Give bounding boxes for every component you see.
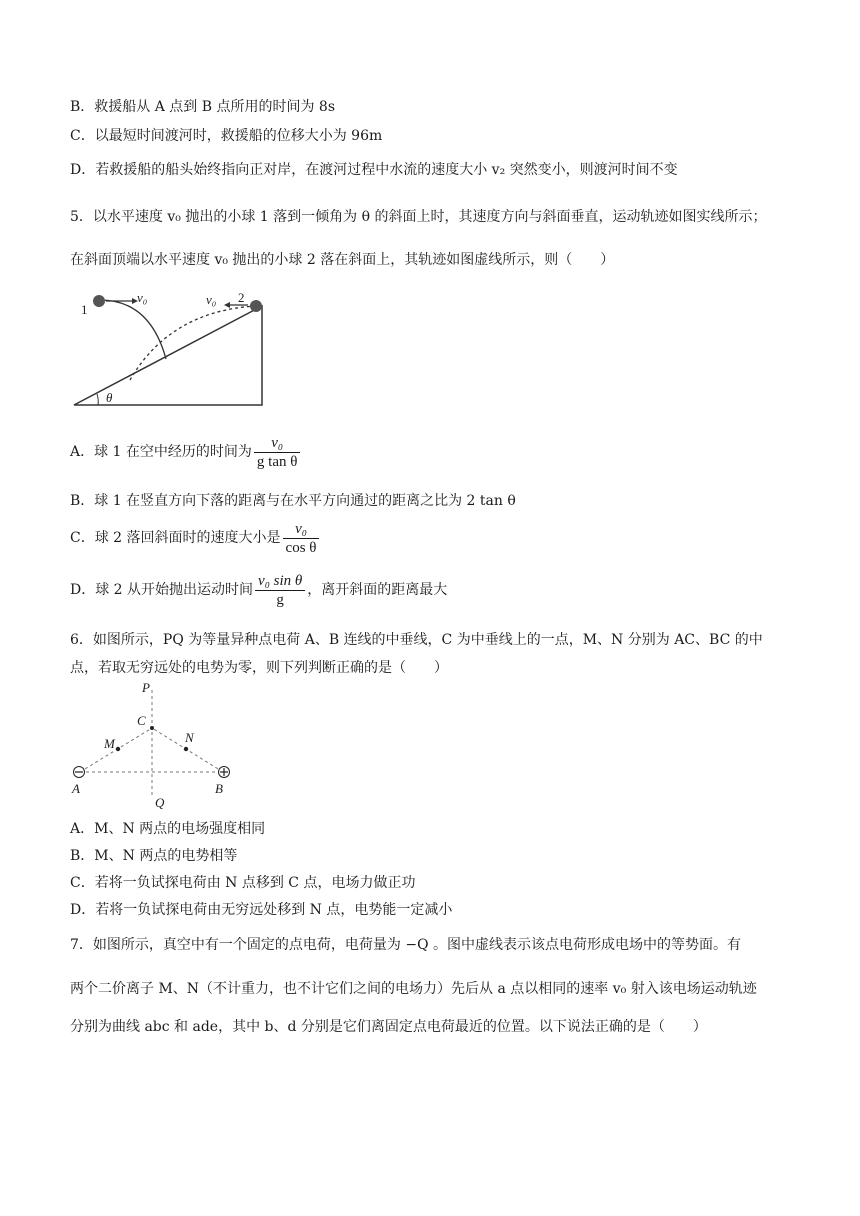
q6-option-b: B．M、N 两点的电势相等	[70, 848, 238, 864]
q6-stem-line1: 6．如图所示，PQ 为等量异种点电荷 A、B 连线的中垂线，C 为中垂线上的一点，M、N 分别为 AC、BC 的中	[70, 632, 763, 648]
q6-option-a: A．M、N 两点的电场强度相同	[70, 821, 266, 837]
q5-option-c-fraction	[283, 520, 320, 557]
q6-label-a: A	[72, 781, 80, 796]
q5-theta-label: θ	[106, 390, 113, 405]
q6-label-m: M	[104, 736, 115, 751]
q5-c-denominator: cos θ	[285, 539, 317, 556]
q5-figure-incline	[70, 286, 270, 410]
q5-a-numerator: v₀	[254, 434, 301, 453]
q6-label-q: Q	[155, 795, 165, 810]
q5-option-a	[70, 432, 302, 472]
q5-option-a-fraction	[254, 434, 301, 471]
q6-figure-charges	[68, 678, 238, 810]
q6-label-n: N	[185, 730, 194, 745]
q4-option-c: C．以最短时间渡河时，救援船的位移大小为 96m	[70, 128, 383, 144]
q5-option-a-text: A．球 1 在空中经历的时间为	[70, 444, 252, 460]
q5-ball1-label: 1	[81, 302, 88, 317]
q6-option-d: D．若将一负试探电荷由无穷远处移到 N 点，电势能一定减小	[70, 902, 453, 918]
q5-option-d-fraction	[255, 572, 305, 609]
q7-stem-line2: 两个二价离子 M、N（不计重力，也不计它们之间的电场力）先后从 a 点以相同的速率 v₀ 射入该电场运动轨迹	[70, 981, 757, 997]
q6-label-b: B	[215, 781, 223, 796]
q5-option-d-tail: ，离开斜面的距离最大	[307, 582, 448, 598]
q5-v0-label-1: v₀	[137, 290, 148, 305]
q5-option-d-text: D．球 2 从开始抛出运动时间	[70, 582, 254, 598]
q5-option-c	[70, 518, 321, 558]
q6-label-c: C	[137, 713, 146, 728]
q5-option-d	[70, 570, 447, 610]
q7-stem-line3: 分别为曲线 abc 和 ade，其中 b、d 分别是它们离固定点电荷最近的位置。以下说法正确的是（ ）	[70, 1019, 707, 1035]
q5-ball2-label: 2	[238, 290, 245, 305]
q6-option-c: C．若将一负试探电荷由 N 点移到 C 点，电场力做正功	[70, 875, 416, 891]
q5-option-c-text: C．球 2 落回斜面时的速度大小是	[70, 530, 281, 546]
q5-d-denominator: g	[276, 591, 284, 608]
q4-option-b: B．救援船从 A 点到 B 点所用的时间为 8s	[70, 99, 336, 115]
q5-option-b: B．球 1 在竖直方向下落的距离与在水平方向通过的距离之比为 2 tan θ	[70, 493, 516, 509]
q5-c-numerator: v₀	[283, 520, 320, 539]
q5-v0-label-2: v₀	[206, 292, 217, 307]
q5-stem-line1: 5．以水平速度 v₀ 抛出的小球 1 落到一倾角为 θ 的斜面上时，其速度方向与斜面垂直，运动轨迹如图实线所示；	[70, 209, 767, 225]
q6-label-p: P	[142, 680, 150, 695]
q5-stem-line2: 在斜面顶端以水平速度 v₀ 抛出的小球 2 落在斜面上，其轨迹如图虚线所示，则（ ）	[70, 252, 615, 268]
q5-d-numerator: v₀ sin θ	[255, 572, 305, 591]
q5-a-denominator: g tan θ	[256, 453, 298, 470]
q4-option-d: D．若救援船的船头始终指向正对岸，在渡河过程中水流的速度大小 v₂ 突然变小，则渡河时间不变	[70, 162, 678, 178]
q7-stem-line1: 7．如图所示，真空中有一个固定的点电荷，电荷量为 −Q 。图中虚线表示该点电荷形成电场中的等势面。有	[70, 937, 742, 953]
q6-stem-line2: 点，若取无穷远处的电势为零，则下列判断正确的是（ ）	[70, 660, 448, 676]
